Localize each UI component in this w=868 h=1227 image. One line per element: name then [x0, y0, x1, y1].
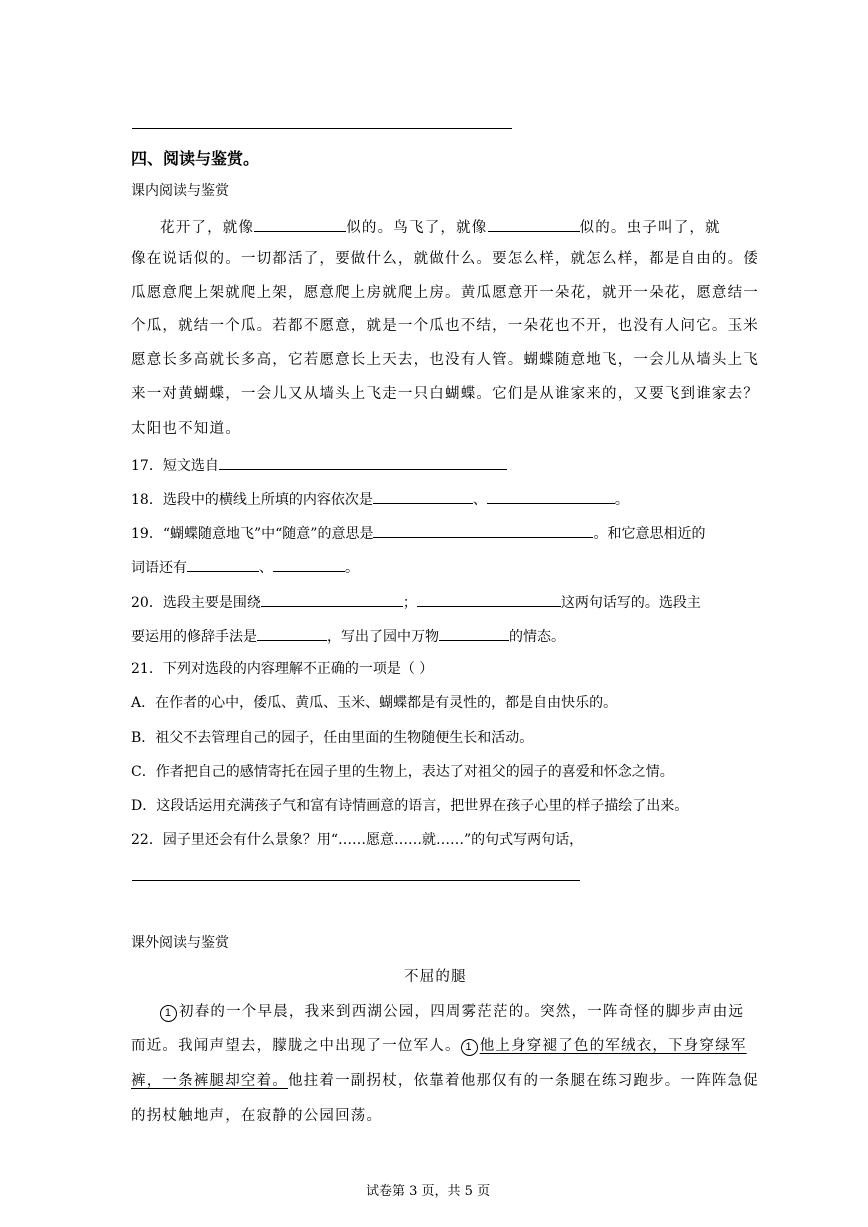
answer-blank[interactable] — [219, 454, 507, 470]
option-c[interactable]: C．作者把自己的感情寄托在园子里的生物上，表达了对祖父的园子的喜爱和怀念之情。 — [131, 764, 674, 780]
answer-blank[interactable] — [187, 556, 259, 572]
answer-blank[interactable] — [439, 625, 509, 641]
article-line-3 — [131, 1071, 759, 1091]
question-21: 21．下列对选段的内容理解不正确的一项是（ ） — [131, 661, 434, 677]
fill-blank[interactable] — [254, 216, 346, 232]
in-class-label: 课内阅读与鉴赏 — [131, 183, 229, 199]
answer-blank[interactable] — [261, 591, 403, 607]
option-a[interactable]: A．在作者的心中，倭瓜、黄瓜、玉米、蝴蝶都是有灵性的，都是自由快乐的。 — [131, 695, 618, 711]
question-20 — [131, 591, 701, 613]
article-text: 他拄着一副拐杖，依靠着他那仅有的一条腿在练习跑步。一阵阵急促 — [288, 1073, 759, 1089]
separator: 、 — [472, 492, 487, 508]
separator: ； — [402, 595, 417, 611]
question-text: 这两句话写的。选段主 — [560, 595, 701, 611]
underlined-sentence: 裤，一条裤腿却空着。 — [131, 1073, 288, 1089]
question-text: 的情态。 — [509, 629, 565, 645]
question-19-cont — [131, 556, 359, 578]
answer-blank[interactable] — [257, 625, 327, 641]
passage-line-5: 愿意长多高就长多高，它若愿意长上天去，也没有人管。蝴蝶随意地飞，一会儿从墙头上飞 — [131, 352, 759, 368]
passage-line-2: 像在说话似的。一切都活了，要做什么，就做什么。要怎么样，就怎么样，都是自由的。倭 — [131, 251, 759, 267]
article-title: 不屈的腿 — [404, 969, 467, 985]
passage-line-7: 太阳也不知道。 — [131, 421, 241, 437]
passage-text: 花开了，就像 — [160, 220, 255, 236]
passage-line-6: 来一对黄蝴蝶，一会儿又从墙头上飞走一只白蝴蝶。它们是从谁家来的，又要飞到谁家去？ — [131, 386, 759, 402]
out-class-label: 课外阅读与鉴赏 — [131, 935, 229, 951]
passage-line-3: 瓜愿意爬上架就爬上架，愿意爬上房就爬上房。黄瓜愿意开一朵花，就开一朵花，愿意结一 — [131, 285, 759, 301]
article-text: 而近。我闻声望去，朦胧之中出现了一位军人。 — [131, 1038, 461, 1054]
answer-blank[interactable] — [273, 556, 345, 572]
question-22: 22．园子里还会有什么景象？用“……愿意……就……”的句式写两句话， — [131, 832, 584, 848]
section-title: 四、阅读与鉴赏。 — [131, 149, 260, 168]
question-text: 词语还有 — [131, 560, 187, 576]
circled-number: 1 — [461, 1039, 478, 1056]
question-text: 。和它意思相近的 — [593, 526, 706, 542]
question-19 — [131, 522, 705, 544]
question-text: ，写出了园中万物 — [327, 629, 439, 645]
question-17 — [131, 454, 507, 476]
passage-line-4: 个瓜，就结一个瓜。若都不愿意，就是一个瓜也不结，一朵花也不开，也没有人问它。玉米 — [131, 318, 759, 334]
page-footer: 试卷第 3 页，共 5 页 — [366, 1184, 491, 1199]
article-line-1 — [160, 1002, 744, 1022]
option-d[interactable]: D．这段话运用充满孩子气和富有诗情画意的语言，把世界在孩子心里的样子描绘了出来。 — [131, 798, 689, 814]
passage-text: 似的。鸟飞了，就像 — [346, 220, 488, 236]
answer-blank[interactable] — [487, 488, 615, 504]
separator: 、 — [259, 560, 273, 576]
passage-text: 似的。虫子叫了，就 — [579, 220, 721, 236]
answer-blank[interactable] — [373, 522, 593, 538]
option-b[interactable]: B．祖父不去管理自己的园子，任由里面的生物随便生长和活动。 — [131, 730, 534, 746]
question-text: 19．“蝴蝶随意地飞”中“随意”的意思是 — [131, 526, 374, 542]
underlined-sentence: 他上身穿褪了色的军绒衣，下身穿绿军 — [479, 1038, 747, 1054]
article-line-2 — [131, 1036, 747, 1056]
question-text: 17．短文选自 — [131, 458, 219, 474]
answer-blank[interactable] — [417, 591, 561, 607]
answer-line-top — [132, 128, 512, 129]
article-text: 初春的一个早晨，我来到西湖公园，四周雾茫茫的。突然，一阵奇怪的脚步声由远 — [179, 1004, 745, 1020]
punct: 。 — [345, 560, 359, 576]
question-20-cont — [131, 625, 565, 647]
fill-blank[interactable] — [488, 216, 580, 232]
answer-blank[interactable] — [373, 488, 473, 504]
question-text: 20．选段主要是围绕 — [131, 595, 261, 611]
circled-number: 1 — [160, 1005, 177, 1022]
answer-line-22[interactable] — [132, 880, 580, 881]
punct: 。 — [614, 492, 629, 508]
question-18 — [131, 488, 629, 510]
question-text: 18．选段中的横线上所填的内容依次是 — [131, 492, 373, 508]
passage-line-1 — [160, 216, 721, 238]
article-line-4: 的拐杖触地声，在寂静的公园回荡。 — [131, 1108, 383, 1124]
question-text: 要运用的修辞手法是 — [131, 629, 257, 645]
